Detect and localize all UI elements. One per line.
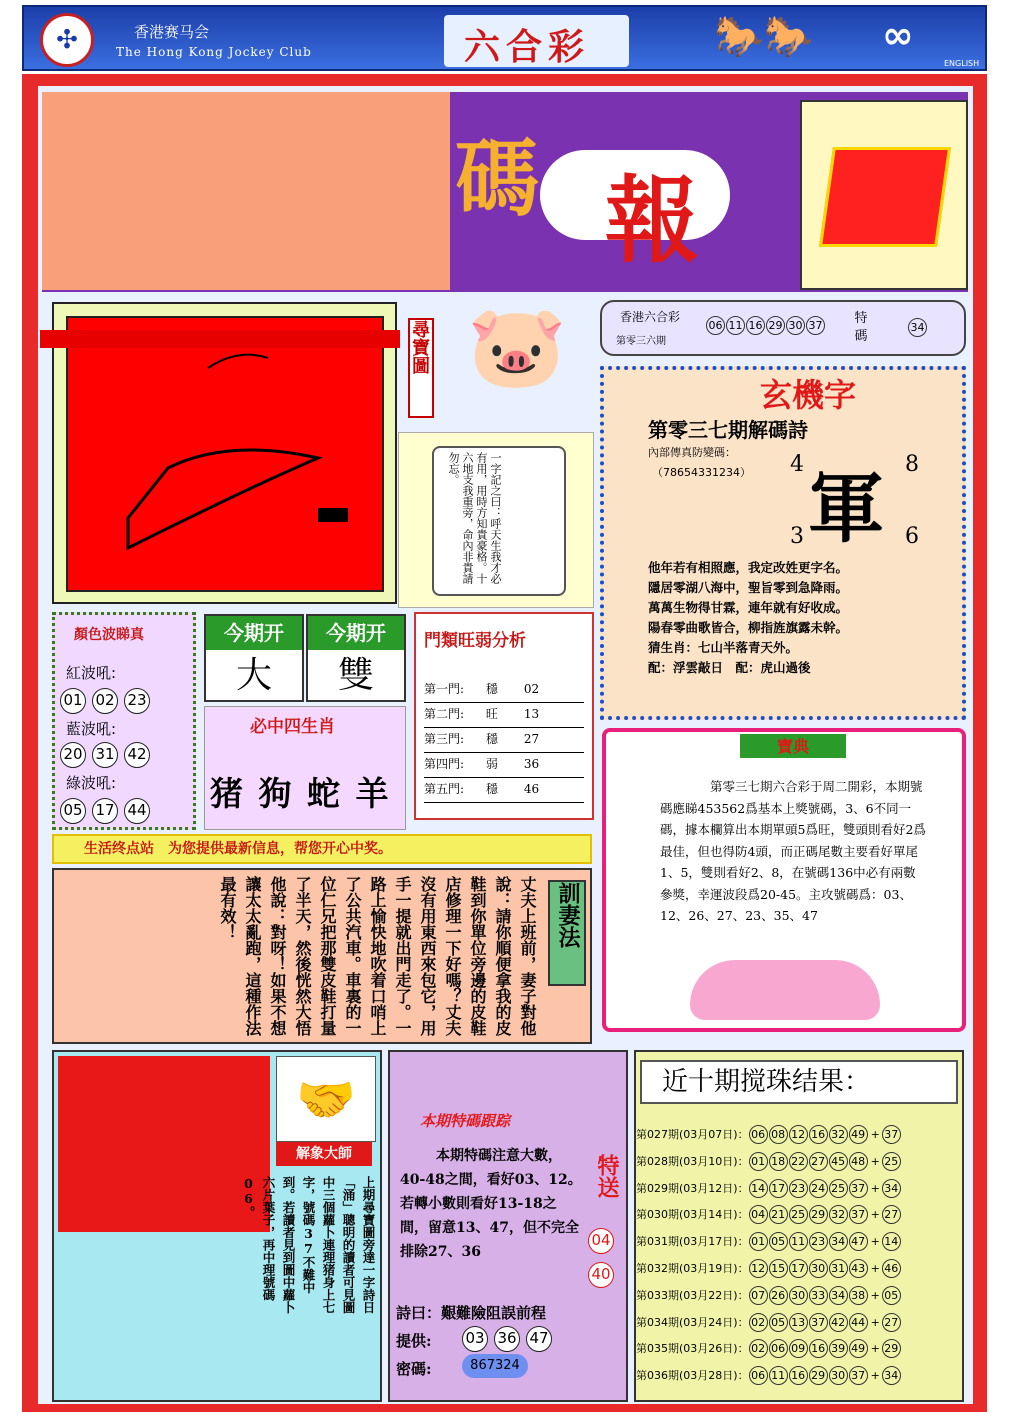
history-number: 27: [809, 1152, 828, 1171]
history-row: [636, 1363, 964, 1390]
history-date: (03月22日)：: [679, 1288, 749, 1302]
special-poem: 詩曰：艱難險阻誤前程: [396, 1304, 547, 1322]
gate-row: 第四門: 弱 36: [424, 755, 584, 778]
special-track-title: 本期特碼跟踪: [420, 1112, 511, 1130]
this-period-value-1: 大: [235, 655, 272, 696]
history-special-number: 14: [882, 1232, 901, 1251]
story-text: 丈夫上班前，妻子對他說：請你順便拿我的皮鞋到你單位旁邊的皮鞋店修理一下好嗎？丈夫沒有用東西來包它，用手一提就出門走了。一路上愉快地吹着口哨上了公共汽車。車裏的一位仁兄把那雙皮鞋打量了半天，然後恍然大悟他說：對呀！如果不想讓太太亂跑，這種作法最有效！: [218, 876, 537, 1036]
scroll-poem: 一字記之曰：呼天生我才必有用，用時方知貴豪格。十六地支我重旁，命內非貴請勿忘。: [447, 452, 502, 584]
riddle-heading: 玄機字: [760, 376, 857, 414]
plus-sign: +: [870, 1208, 880, 1222]
handshake-icon: 🤝: [276, 1056, 376, 1142]
riddle-big-char: 軍: [808, 464, 884, 553]
history-row: [636, 1256, 964, 1283]
history-number: 05: [769, 1232, 788, 1251]
history-issue: 第028期: [636, 1154, 679, 1168]
history-number: 33: [809, 1286, 828, 1305]
history-number: 21: [769, 1205, 788, 1224]
history-number: 04: [749, 1205, 768, 1224]
this-period-value-2: 雙: [337, 655, 374, 696]
green-wave-label: 綠波吼:: [66, 774, 117, 792]
history-number: 30: [809, 1259, 828, 1278]
four-zodiac-animals: 猪 狗 蛇 羊: [210, 774, 391, 813]
this-period-label-1: 今期开: [206, 616, 302, 650]
gate-row: 第二門: 旺 13: [424, 705, 584, 728]
history-number: 05: [769, 1313, 788, 1332]
history-number: 11: [789, 1232, 808, 1251]
lotus-decoration: [690, 960, 880, 1020]
history-number: 45: [829, 1152, 848, 1171]
history-number: 25: [829, 1179, 848, 1198]
history-number: 16: [809, 1339, 828, 1358]
history-number: 37: [849, 1205, 868, 1224]
result-numbers: 06 11 16 29 30 37: [706, 316, 826, 335]
pig-mascot-icon: 🐷: [467, 300, 567, 393]
history-number: 06: [749, 1366, 768, 1385]
history-issue: 第032期: [636, 1261, 679, 1275]
gate-row: 第一門: 穩 02: [424, 680, 584, 703]
history-number: 37: [809, 1313, 828, 1332]
history-number: 34: [829, 1232, 848, 1251]
gates-title: 門類旺弱分析: [424, 631, 526, 651]
history-number: 16: [789, 1366, 808, 1385]
history-number: 39: [829, 1339, 848, 1358]
history-number: 09: [789, 1339, 808, 1358]
history-number: 08: [769, 1125, 788, 1144]
history-number: 29: [809, 1205, 828, 1224]
riddle-num-tl: 4: [790, 452, 804, 477]
horses-icon: 🐎🐎: [714, 14, 814, 60]
history-date: (03月19日)：: [679, 1261, 749, 1275]
history-special-number: 37: [882, 1125, 901, 1144]
riddle-poem: 他年若有相照應，我定改姓更字名。 隱居零湖八海中，聖旨零到急降雨。 萬萬生物得甘霖，連年就有好收成。 陽春零曲歌皆合，柳指旌旗露未幹。 猜生肖：七山半落青天外。 配：浮雲敲日 配：虎山過後: [648, 560, 849, 675]
banner-char-code: 碼: [455, 129, 540, 228]
history-number: 13: [789, 1313, 808, 1332]
banner-char-report: 報: [605, 166, 700, 276]
history-number: 38: [849, 1286, 868, 1305]
history-date: (03月07日)：: [679, 1128, 749, 1141]
riddle-title: 第零三七期解碼詩: [648, 418, 808, 442]
treasure-book-title: 寶典: [740, 734, 846, 758]
jockey-club-logo-icon[interactable]: ✣: [40, 13, 94, 67]
history-date: (03月12日)：: [679, 1181, 749, 1195]
history-number: 15: [769, 1259, 788, 1278]
history-table: [636, 1122, 964, 1390]
plus-sign: +: [870, 1128, 880, 1141]
history-number: 34: [829, 1286, 848, 1305]
issue-number: 第零三六期: [616, 336, 666, 347]
history-number: 06: [769, 1339, 788, 1358]
history-number: 07: [749, 1286, 768, 1305]
gate-row: 第五門: 穩 46: [424, 780, 584, 803]
history-number: 12: [749, 1259, 768, 1278]
history-number: 47: [849, 1232, 868, 1251]
treasure-book-text: 第零三七期六合彩于周二開彩，本期號碼應睇453562爲基本上獎號碼，3、6不同一碼，據本欄算出本期單頭5爲旺，雙頭則看好2爲最佳，但也得防4頭，而正碼尾數主要看好單尾1、5，雙則看好2、8，在號碼136中必有兩數參獎，幸運波段爲20-45。主攻號碼爲：03、12、26、27、23、35、47: [660, 779, 926, 923]
history-special-number: 05: [882, 1286, 901, 1305]
history-issue: 第034期: [636, 1315, 679, 1329]
history-issue: 第030期: [636, 1208, 679, 1222]
lottery-name: 香港六合彩: [620, 310, 681, 324]
this-period-label-2: 今期开: [308, 616, 404, 650]
history-number: 25: [789, 1205, 808, 1224]
plus-sign: +: [870, 1235, 880, 1249]
riddle-note: 內部傳真防變碼：: [648, 446, 736, 459]
history-number: 02: [749, 1313, 768, 1332]
special-send-num-1: 04: [588, 1228, 614, 1254]
special-send-num-2: 40: [588, 1262, 614, 1288]
special-send-label: 特送: [594, 1154, 620, 1198]
history-special-number: 25: [882, 1152, 901, 1171]
history-date: (03月14日)：: [679, 1208, 749, 1222]
history-number: 22: [789, 1152, 808, 1171]
history-issue: 第033期: [636, 1288, 679, 1302]
news-bar-text: 生活终点站 为您提供最新信息，帮您开心中奖。: [84, 841, 392, 857]
history-number: 23: [809, 1232, 828, 1251]
history-row: [636, 1283, 964, 1310]
plus-sign: +: [870, 1261, 880, 1275]
story-title: 訓妻法: [548, 880, 586, 986]
history-issue: 第027期: [636, 1128, 679, 1141]
history-number: 16: [809, 1125, 828, 1144]
history-number: 01: [749, 1232, 768, 1251]
history-number: 11: [769, 1366, 788, 1385]
plus-sign: +: [870, 1342, 880, 1356]
history-number: 12: [789, 1125, 808, 1144]
history-number: 17: [769, 1179, 788, 1198]
riddle-code: （78654331234）: [652, 466, 751, 479]
history-number: 30: [789, 1286, 808, 1305]
treasure-map-drawing: [68, 318, 386, 594]
decode-master-title: 解象大師: [276, 1142, 372, 1166]
history-date: (03月10日)：: [679, 1154, 749, 1168]
history-row: [636, 1176, 964, 1203]
history-special-number: 29: [882, 1339, 901, 1358]
history-issue: 第031期: [636, 1235, 679, 1249]
history-number: 48: [849, 1152, 868, 1171]
history-row: [636, 1229, 964, 1256]
special-track-text: 本期特碼注意大數，40-48之間，看好03、12。若轉小數則看好13-18之間，留意13、47，但不完全排除27、36: [400, 1148, 582, 1260]
history-number: 01: [749, 1152, 768, 1171]
history-special-number: 34: [882, 1366, 901, 1385]
history-number: 44: [849, 1313, 868, 1332]
history-special-number: 27: [882, 1205, 901, 1224]
history-number: 31: [829, 1259, 848, 1278]
history-issue: 第035期: [636, 1342, 679, 1356]
history-number: 17: [789, 1259, 808, 1278]
history-date: (03月24日)：: [679, 1315, 749, 1329]
this-period-box-2: [306, 614, 406, 702]
plus-sign: +: [870, 1181, 880, 1195]
org-name-cn: 香港赛马会: [134, 23, 210, 41]
history-row: [636, 1122, 964, 1149]
history-row: [636, 1149, 964, 1176]
this-period-box-1: [204, 614, 304, 702]
decode-master-text: 上期尋寶圖旁達一字詩日「涌」聰明的讀者可見圖中三個蘿卜連理猪身上七字，號碼37不難中到。若讀者見到圖中蘿卜六片葉子，再中理號碼06。: [241, 1176, 376, 1314]
history-number: 23: [789, 1179, 808, 1198]
plus-sign: +: [870, 1288, 880, 1302]
blue-wave-nums: 20 31 42: [60, 742, 156, 768]
history-title: 近十期搅珠结果：: [640, 1060, 958, 1104]
green-wave-nums: 05 17 44: [60, 798, 156, 824]
history-date: (03月17日)：: [679, 1235, 749, 1249]
history-number: 06: [749, 1125, 768, 1144]
history-number: 24: [809, 1179, 828, 1198]
gates-table: [424, 680, 584, 803]
provide-nums: 03 36 47: [462, 1326, 558, 1352]
history-number: 37: [849, 1179, 868, 1198]
code-label: 密碼:: [396, 1360, 432, 1378]
history-number: 29: [809, 1366, 828, 1385]
red-wave-label: 紅波吼:: [66, 664, 117, 682]
history-number: 32: [829, 1125, 848, 1144]
history-issue: 第029期: [636, 1181, 679, 1195]
history-number: 02: [749, 1339, 768, 1358]
history-number: 14: [749, 1179, 768, 1198]
special-number: 34: [908, 318, 927, 337]
history-number: 43: [849, 1259, 868, 1278]
infinity-logo-icon[interactable]: ∞: [882, 13, 914, 57]
history-number: 26: [769, 1286, 788, 1305]
color-wave-title: 顏色波睇真: [74, 627, 144, 643]
riddle-num-bl: 3: [790, 524, 804, 549]
history-special-number: 34: [882, 1179, 901, 1198]
riddle-num-tr: 8: [905, 452, 919, 477]
history-number: 49: [849, 1339, 868, 1358]
history-special-number: 27: [882, 1313, 901, 1332]
history-row: [636, 1202, 964, 1229]
latest-result-box: [600, 300, 966, 356]
org-name-en: The Hong Kong Jockey Club: [116, 45, 312, 59]
news-bar: [52, 834, 592, 864]
four-zodiac-title: 必中四生肖: [250, 717, 335, 737]
history-number: 30: [829, 1366, 848, 1385]
history-number: 18: [769, 1152, 788, 1171]
header-bar: [22, 5, 987, 71]
red-wave-nums: 01 02 23: [60, 688, 156, 714]
banner-blank-panel: [42, 92, 450, 290]
plus-sign: +: [870, 1154, 880, 1168]
lantern-icon: [800, 100, 968, 290]
history-date: (03月26日)：: [679, 1342, 749, 1356]
history-number: 37: [849, 1366, 868, 1385]
treasure-map-label: 尋寶圖: [408, 318, 434, 418]
history-number: 49: [849, 1125, 868, 1144]
secret-code: 867324: [462, 1354, 528, 1378]
special-label: 特碼: [854, 311, 868, 344]
blue-wave-label: 藍波吼:: [66, 720, 117, 738]
history-special-number: 46: [882, 1259, 901, 1278]
gate-row: 第三門: 穩 27: [424, 730, 584, 753]
plus-sign: +: [870, 1315, 880, 1329]
history-number: 42: [829, 1313, 848, 1332]
history-number: 32: [829, 1205, 848, 1224]
riddle-num-br: 6: [905, 524, 919, 549]
english-link[interactable]: ENGLISH: [944, 59, 980, 68]
provide-label: 提供:: [396, 1332, 432, 1350]
history-date: (03月28日)：: [679, 1369, 749, 1383]
history-row: [636, 1310, 964, 1337]
page-title: 六合彩: [464, 26, 591, 68]
map-pin-bar: [40, 330, 400, 348]
history-row: [636, 1336, 964, 1363]
plus-sign: +: [870, 1369, 880, 1383]
treasure-map-image: [66, 316, 384, 592]
history-issue: 第036期: [636, 1369, 679, 1383]
